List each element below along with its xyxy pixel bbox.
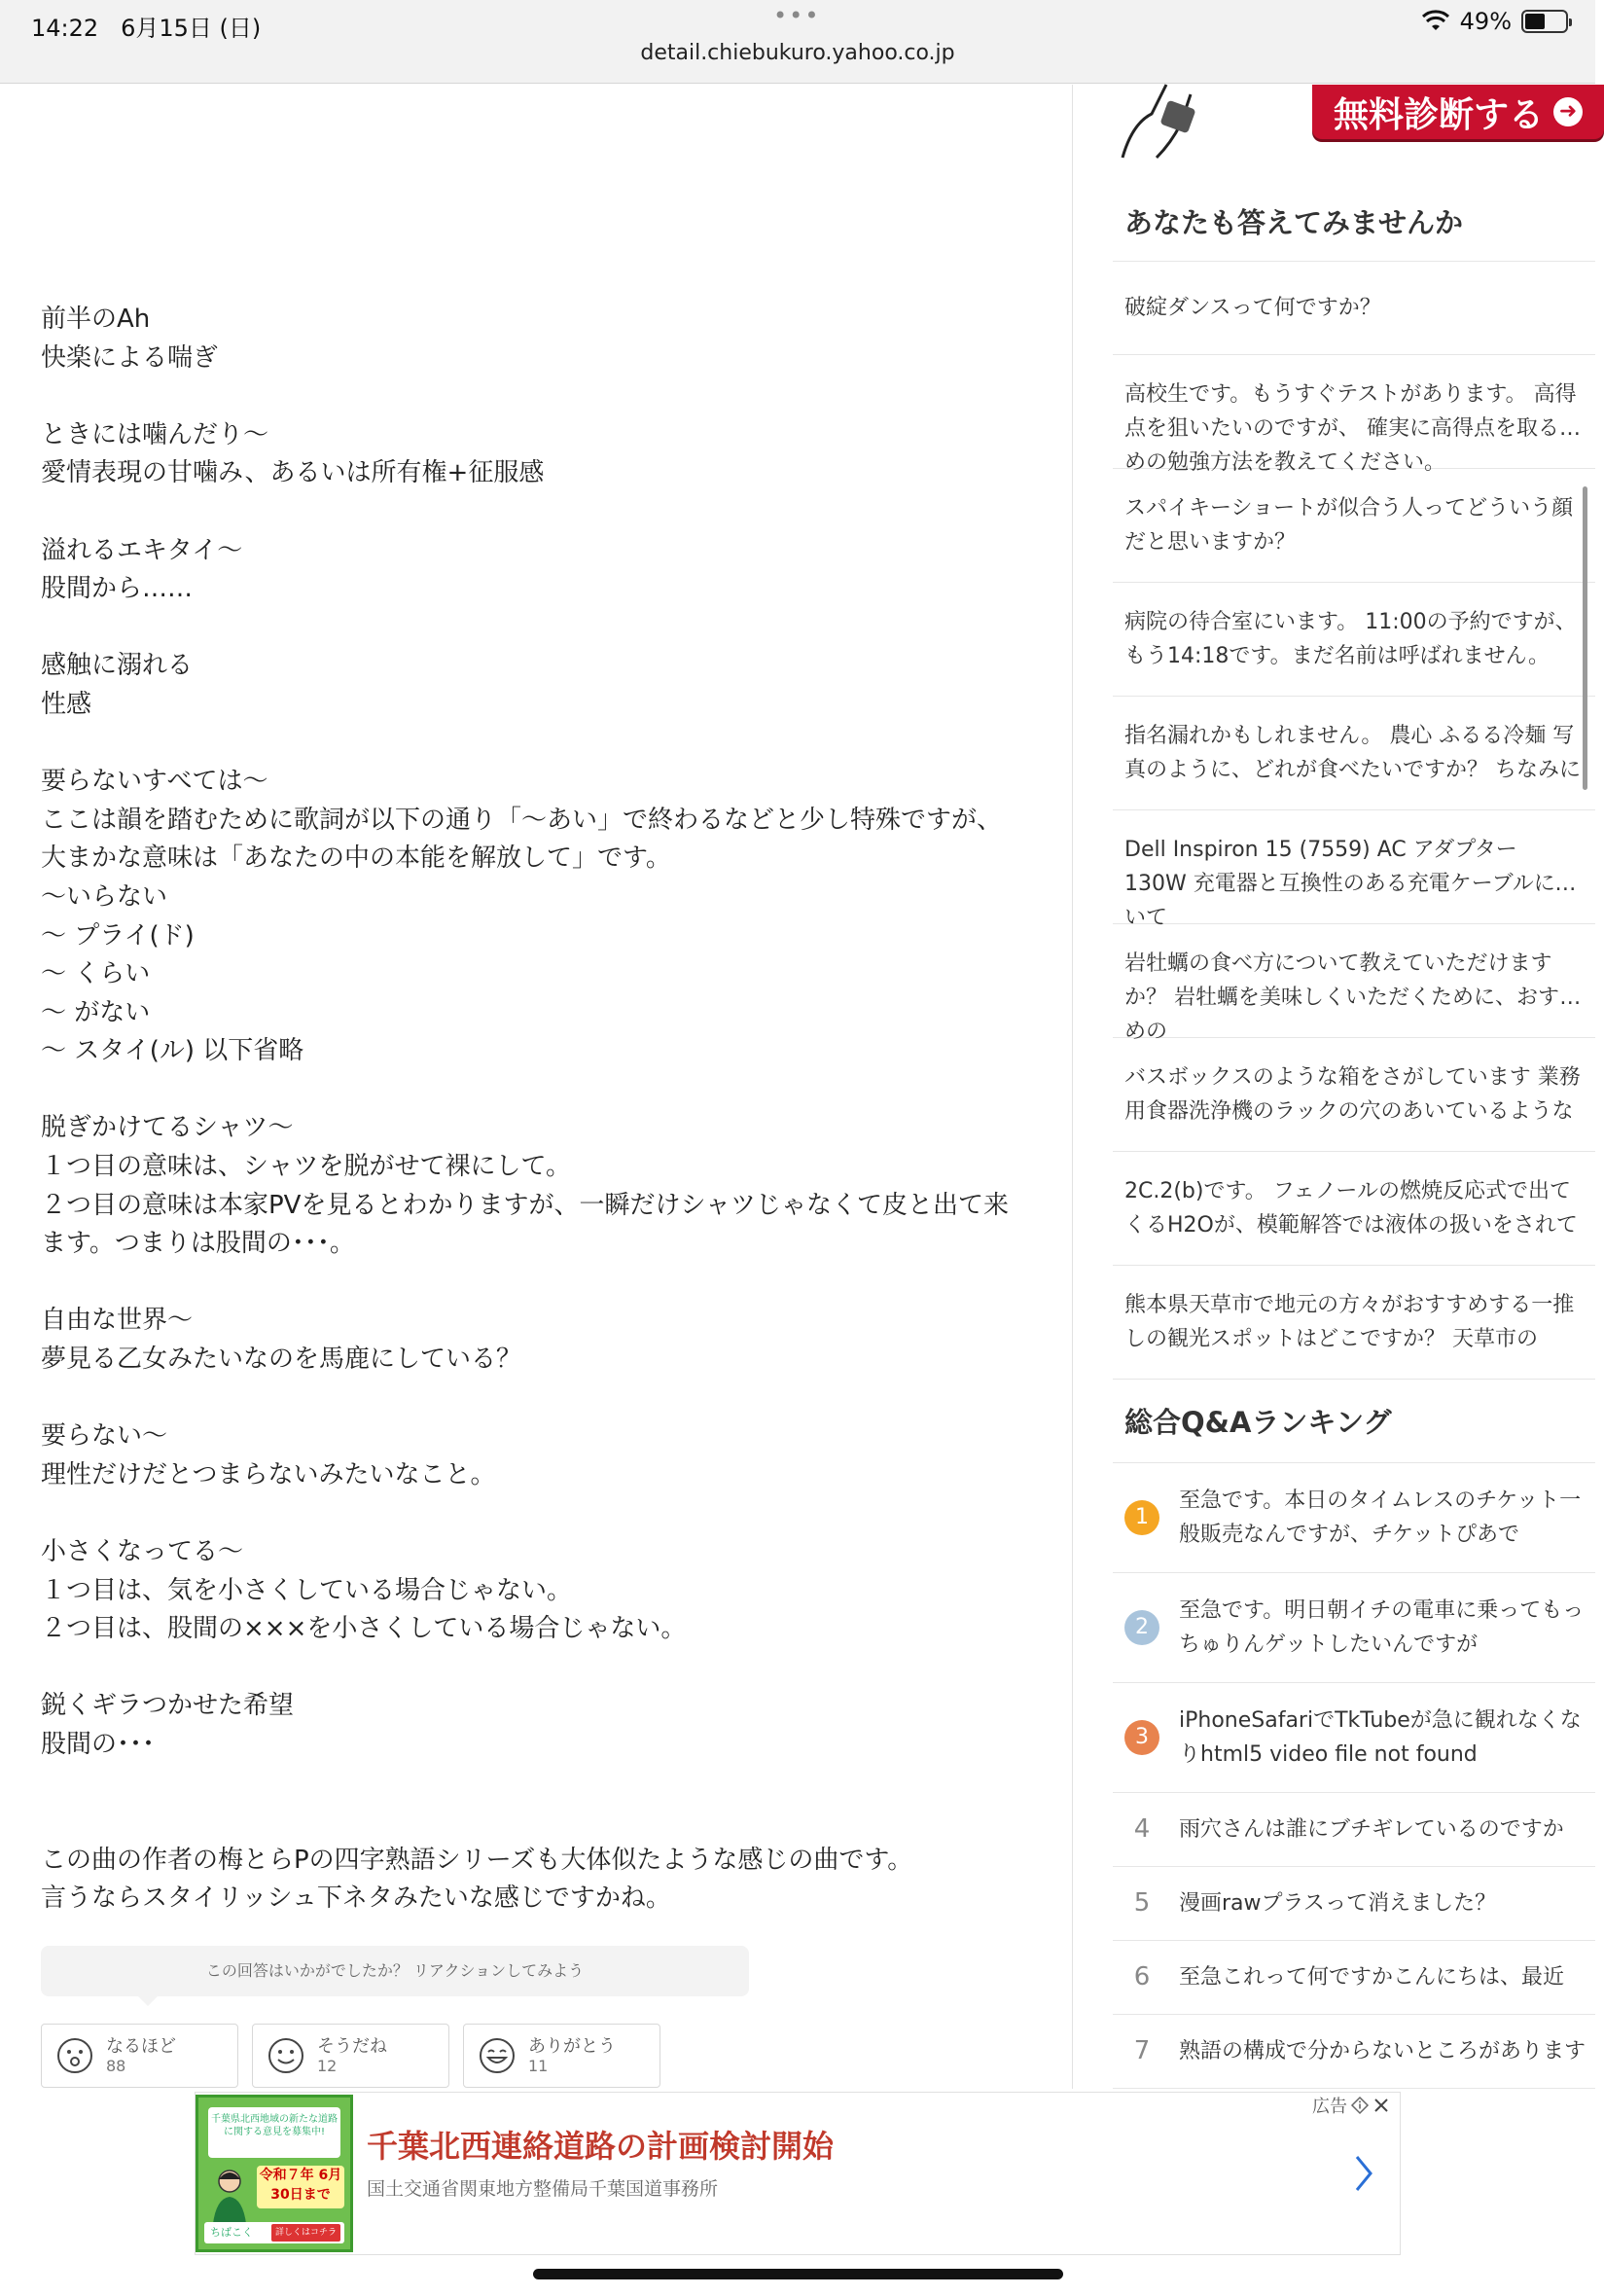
hand-phone-icon (1113, 85, 1220, 158)
home-indicator[interactable] (533, 2269, 1063, 2279)
ranking-text: 熟語の構成で分からないところがあります (1179, 2039, 1586, 2063)
status-bar (0, 0, 1595, 84)
answer-line: 大まかな意味は「あなたの中の本能を解放して」です。 (41, 843, 671, 874)
arrow-right-icon: ➜ (1553, 97, 1583, 126)
address-bar-url[interactable]: detail.chiebukuro.yahoo.co.jp (640, 41, 955, 65)
ranking-heading: 総合Q&Aランキング (1124, 1406, 1392, 1439)
ad-subtitle: 国土交通省関東地方整備局千葉国道事務所 (367, 2178, 719, 2200)
sidebar (1074, 85, 1595, 2089)
ad-image-link[interactable]: 詳しくはコチラ (271, 2224, 340, 2242)
answer-blank-line (41, 1803, 1043, 1842)
answer-line: 〜 スタイ(ル) 以下省略 (41, 1036, 304, 1066)
rank-number: 4 (1133, 1814, 1151, 1844)
answer-line: この曲の作者の梅とらPの四字熟語シリーズも大体似たような感じの曲です。 (41, 1845, 913, 1875)
question-text: 岩牡蠣の食べ方について教えていただけますか？ 岩牡蠣を美味しくいただくために、おすすめの (1124, 951, 1582, 1044)
answer-line: 鋭くギラつかせた希望 (41, 1691, 295, 1721)
answer-line: 感触に溺れる (41, 651, 194, 681)
question-item[interactable] (1113, 262, 1595, 355)
question-item[interactable] (1113, 1266, 1595, 1380)
answer-line: 股間から…… (41, 574, 194, 604)
question-item[interactable] (1113, 583, 1595, 697)
question-item[interactable] (1113, 469, 1595, 583)
question-text: バスボックスのような箱をさがしています 業務用食器洗浄機のラックの穴のあいているような (1124, 1065, 1581, 1124)
question-text: 病院の待合室にいます。 11:00の予約ですが、もう14:18です。まだ名前は呼ばれません。 (1124, 610, 1577, 668)
answer-blank-line (41, 1649, 1043, 1688)
reaction-buttons (41, 2024, 660, 2088)
answer-column (0, 85, 1073, 2089)
answer-line: 前半のAh (41, 305, 151, 334)
ranking-text: 雨穴さんは誰にブチギレているのですか (1179, 1817, 1564, 1842)
ranking-item[interactable] (1113, 2015, 1595, 2089)
reaction-soudane-button[interactable] (252, 2024, 449, 2088)
reaction-label: ありがとう (528, 2036, 616, 2057)
answer-line: 脱ぎかけてるシャツ〜 (41, 1113, 294, 1143)
question-item[interactable] (1113, 1152, 1595, 1266)
answer-body (41, 301, 1043, 1919)
answer-line: 〜 プライ(ド) (41, 920, 195, 951)
answer-line: 性感 (41, 689, 92, 719)
status-time: 14:22 6月15日 (日) (31, 15, 262, 42)
answer-line: ときには噛んだり〜 (41, 419, 269, 449)
ranking-item[interactable] (1113, 1867, 1595, 1941)
answer-line: 自由な世界〜 (41, 1306, 194, 1336)
surprised-face-icon (55, 2036, 94, 2075)
question-item[interactable] (1113, 697, 1595, 810)
answer-line: 夢見る乙女みたいなのを馬鹿にしている？ (41, 1345, 522, 1375)
rank-badge: 2 (1124, 1610, 1159, 1645)
reaction-naruhodo-button[interactable] (41, 2024, 238, 2088)
question-text: 破綻ダンスって何ですか？ (1124, 296, 1381, 320)
battery-level (1525, 14, 1545, 29)
rank-number: 5 (1133, 1888, 1151, 1918)
rank-badge: 3 (1124, 1720, 1159, 1755)
answer-blank-line (41, 1494, 1043, 1533)
answer-line: 要らない〜 (41, 1421, 168, 1452)
ranking-item[interactable] (1113, 1573, 1595, 1683)
ranking-item[interactable] (1113, 1463, 1595, 1573)
answer-blank-line (41, 725, 1043, 764)
answer-line: 要らないすべては〜 (41, 767, 268, 797)
reaction-arigatou-button[interactable] (463, 2024, 660, 2088)
question-item[interactable] (1113, 355, 1595, 475)
info-icon[interactable] (1351, 2097, 1369, 2114)
reaction-count: 12 (317, 2057, 338, 2075)
ranking-text: 漫画rawプラスって消えました？ (1179, 1891, 1497, 1916)
reaction-label: そうだね (317, 2036, 387, 2057)
battery-percent: 49% (1459, 8, 1512, 35)
multitask-dots-icon[interactable]: ••• (773, 2, 821, 29)
question-text: 熊本県天草市で地元の方々がおすすめする一推しの観光スポットはどこですか？ 天草市の (1124, 1293, 1575, 1351)
answer-blank-line (41, 1071, 1043, 1110)
rank-number: 6 (1133, 1962, 1151, 1991)
ad-image[interactable] (196, 2095, 353, 2252)
status-indicators (1421, 8, 1568, 35)
ranking-text: 至急です。明日朝イチの電車に乗ってもっちゅりんゲットしたいんですが (1179, 1598, 1585, 1657)
question-item[interactable] (1113, 810, 1595, 930)
answer-line: ます。つまりは股間の･･･。 (41, 1229, 355, 1259)
question-text: 高校生です。もうすぐテストがあります。 高得点を狙いたいのですが、 確実に高得点を取るための勉強方法を教えてください。 (1124, 382, 1581, 475)
reaction-prompt: この回答はいかがでしたか？ リアクションしてみよう (41, 1946, 749, 1996)
answer-line: 理性だけだとつまらないみたいなこと。 (41, 1459, 496, 1489)
ad-image-date: 令和７年 6月30日まで (257, 2166, 344, 2208)
reaction-count: 88 (106, 2057, 126, 2075)
question-item[interactable] (1113, 924, 1595, 1044)
question-text: 2C.2(b)です。 フェノールの燃焼反応式で出てくるH2Oが、模範解答では液体の扱いをされて (1124, 1179, 1578, 1238)
wifi-icon (1421, 11, 1450, 32)
ad-image-brand: ちばこく 詳しくはコチラ (204, 2222, 344, 2243)
answer-line: 〜 くらい (41, 959, 151, 989)
battery-icon (1521, 10, 1568, 33)
question-list (1113, 261, 1595, 1380)
chevron-right-icon[interactable] (1349, 2149, 1378, 2198)
answer-blank-line (41, 377, 1043, 416)
answer-line: ここは韻を踏むために歌詞が以下の通り「〜あい」で終わるなどと少し特殊ですが、 (41, 805, 1003, 835)
answer-line: ２つ目の意味は本家PVを見るとわかりますが、一瞬だけシャツじゃなくて皮と出て来 (41, 1190, 1009, 1220)
answer-blank-line (41, 1264, 1043, 1303)
ad-title[interactable]: 千葉北西連絡道路の計画検討開始 (367, 2128, 835, 2165)
ranking-text: iPhoneSafariでTkTubeが急に観れなくなりhtml5 video file not found (1179, 1708, 1582, 1767)
grin-face-icon (478, 2036, 517, 2075)
answer-line: 股間の･･･ (41, 1729, 156, 1759)
ranking-item[interactable] (1113, 1683, 1595, 1793)
answer-line: ２つ目は、股間の×××を小さくしている場合じゃない。 (41, 1614, 687, 1644)
answer-blank-line (41, 1380, 1043, 1418)
answer-blank-line (41, 1765, 1043, 1804)
answer-blank-line (41, 493, 1043, 532)
answer-blank-line (41, 609, 1043, 648)
ad-banner[interactable] (195, 2092, 1401, 2255)
answer-line: 愛情表現の甘噛み、あるいは所有権+征服感 (41, 458, 545, 488)
answer-line: 言うならスタイリッシュ下ネタみたいな感じですかね。 (41, 1883, 671, 1914)
answer-line: 小さくなってる〜 (41, 1537, 244, 1566)
smile-face-icon (267, 2036, 305, 2075)
ranking-list (1113, 1462, 1595, 2089)
answer-line: １つ目の意味は、シャツを脱がせて裸にして。 (41, 1152, 571, 1182)
ranking-item[interactable] (1113, 1941, 1595, 2015)
answer-line: 〜 がない (41, 997, 151, 1027)
reaction-count: 11 (528, 2057, 549, 2075)
question-item[interactable] (1113, 1038, 1595, 1152)
ranking-text: 至急です。本日のタイムレスのチケット一般販売なんですが、チケットぴあで (1179, 1489, 1582, 1547)
question-text: スパイキーショートが似合う人ってどういう顔だと思いますか？ (1124, 496, 1574, 555)
answer-line: 〜いらない (41, 881, 168, 912)
reaction-label: なるほど (106, 2036, 176, 2057)
answer-heading: あなたも答えてみませんか (1124, 206, 1464, 239)
ad-label[interactable]: 広告 (1312, 2093, 1390, 2118)
question-text: Dell Inspiron 15 (7559) AC アダプター 130W 充電器と互換性のある充電ケーブルについて (1124, 838, 1577, 930)
ad-image-headline: 千葉県北西地域の新たな道路に関する意見を募集中! (208, 2107, 340, 2158)
question-text: 指名漏れかもしれません。 農心 ふるる冷麺 写真のように、どれが食べたいですか？ ちなみに (1124, 724, 1581, 782)
rank-badge: 1 (1124, 1500, 1159, 1535)
free-diagnosis-button[interactable]: 無料診断する ➜ (1312, 85, 1604, 139)
scrollbar[interactable] (1583, 486, 1587, 790)
rank-number: 7 (1133, 2036, 1151, 2065)
answer-line: 快楽による喘ぎ (41, 342, 219, 373)
answer-line: 溢れるエキタイ〜 (41, 535, 243, 565)
close-icon[interactable] (1372, 2097, 1390, 2114)
promo-banner[interactable] (1113, 85, 1595, 158)
ranking-item[interactable] (1113, 1793, 1595, 1867)
answer-line: １つ目は、気を小さくしている場合じゃない。 (41, 1575, 573, 1605)
ranking-text: 至急これって何ですかこんにちは、最近 (1179, 1965, 1565, 1990)
